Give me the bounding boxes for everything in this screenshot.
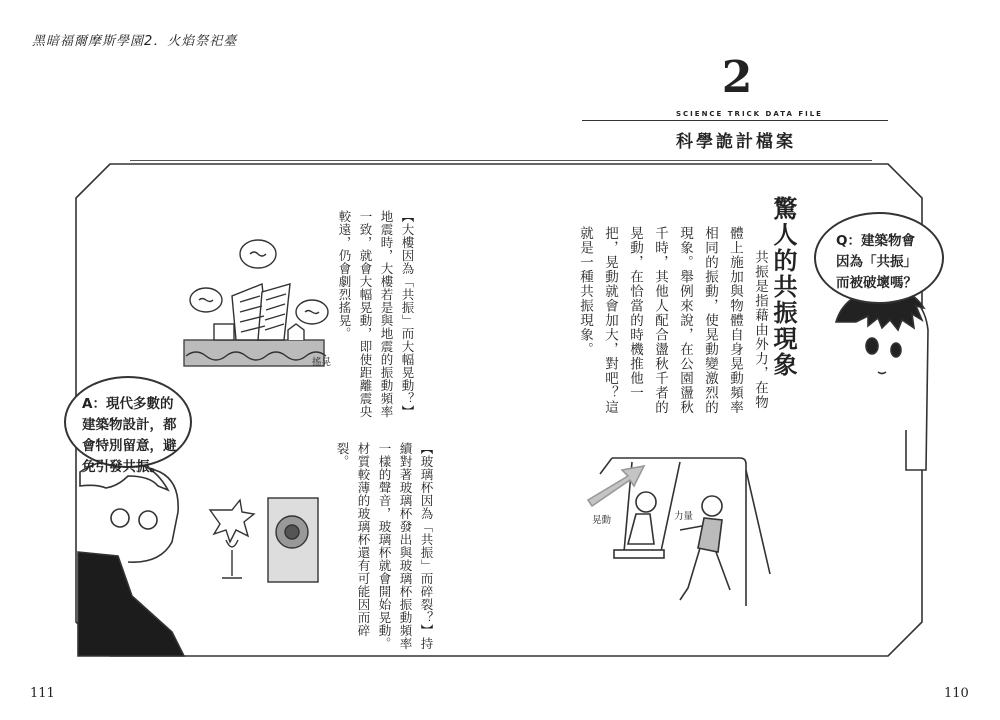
- body-line: 共振是指藉由外力，在物: [752, 250, 768, 410]
- article-body: [572, 226, 772, 436]
- answer-bubble: A：現代多數的建築物設計，都會特別留意，避免引發共振。: [64, 376, 192, 468]
- building-caption: 【大樓因為「共振」而大幅晃動？】地震時，大樓若是與地震的振動頻率一致，就會大幅晃動，即使距離震央較遠，仍會劇烈搖晃。: [337, 210, 415, 418]
- book-title: 黑暗福爾摩斯學園2．火焰祭祀臺: [32, 34, 238, 49]
- boy-character: [836, 288, 928, 470]
- swing-illustration: [588, 458, 770, 606]
- label-swing-motion: 晃動: [592, 515, 612, 526]
- article-title: 驚人的共振現象: [769, 196, 797, 378]
- page-number-right: 110: [944, 686, 969, 701]
- chapter-number: 2: [721, 52, 753, 103]
- building-illustration: [184, 240, 328, 366]
- label-force: 力量: [674, 511, 694, 522]
- body-line: 就是一種共振現象。: [577, 226, 593, 357]
- chapter-label-zh: 科學詭計檔案: [676, 132, 796, 152]
- glass-caption: 【玻璃杯因為「共振」而碎裂？】持續對著玻璃杯發出與玻璃杯振動頻率一樣的聲音，玻璃杯就會開始晃動。材質較薄的玻璃杯還有可能因而碎裂。: [335, 442, 434, 650]
- label-shaking: 搖晃: [312, 357, 332, 368]
- body-line: 千時，其他人配合盪秋千者的: [652, 226, 668, 415]
- glass-speaker-illustration: [210, 498, 318, 582]
- body-line: 體上施加與物體自身晃動頻率: [727, 226, 743, 415]
- body-line: 晃動，在恰當的時機推他一: [627, 226, 643, 400]
- chapter-label-en: SCIENCE TRICK DATA FILE: [676, 110, 823, 118]
- page-number-left: 111: [30, 686, 55, 701]
- question-bubble: Q：建築物會因為「共振」而被破壞嗎？: [814, 212, 944, 304]
- glasses-character: [78, 460, 184, 656]
- body-line: 現象。舉例來說，在公園盪秋: [677, 226, 693, 415]
- body-line: 把，晃動就會加大，對吧？這: [602, 226, 618, 415]
- body-line: 相同的振動，使晃動變激烈的: [702, 226, 718, 415]
